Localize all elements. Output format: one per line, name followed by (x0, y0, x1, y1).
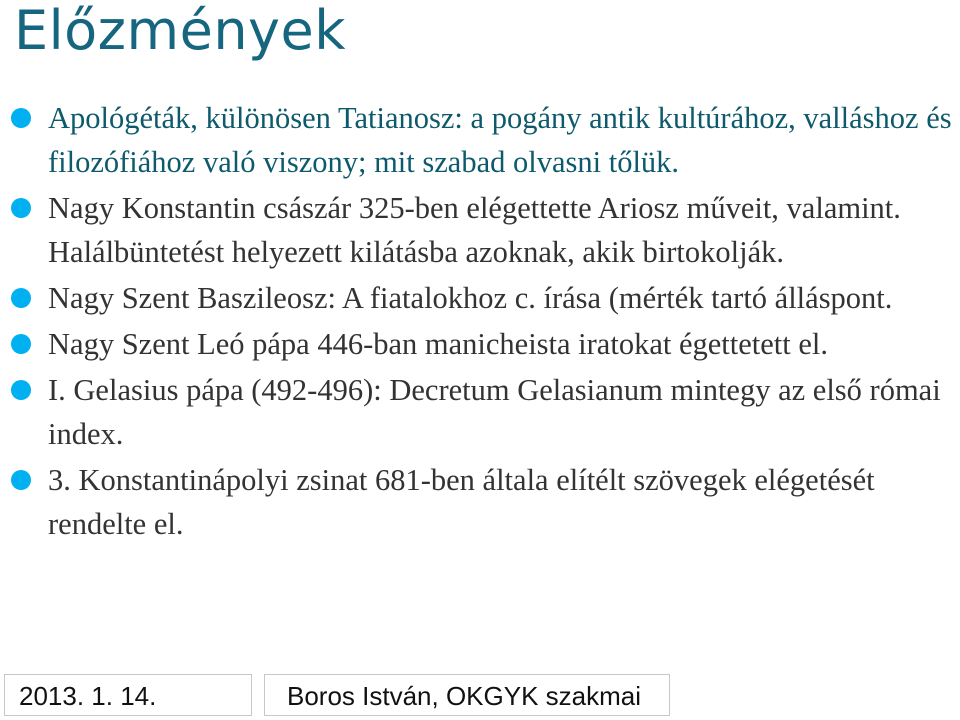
bullet-dot-icon (11, 380, 31, 400)
bullet-item (0, 96, 960, 184)
bullet-text: Nagy Szent Leó pápa 446-ban manicheista iratokat égettetett el. (48, 327, 828, 361)
bullet-item (0, 276, 960, 320)
bullet-item (0, 186, 960, 274)
bullet-item (0, 458, 960, 546)
bullet-dot-icon (11, 470, 31, 490)
bullet-text: 3. Konstantinápolyi zsinat 681-ben általa elítélt szövegek elégetését rendelte el. (48, 463, 875, 541)
bullet-item (0, 368, 960, 456)
bullet-list (0, 96, 960, 548)
bullet-item (0, 322, 960, 366)
bullet-dot-icon (11, 198, 31, 218)
bullet-text: Nagy Szent Baszileosz: A fiatalokhoz c. írása (mérték tartó álláspont. (48, 281, 893, 315)
bullet-dot-icon (11, 108, 31, 128)
bullet-text: Apológéták, különösen Tatianosz: a pogány antik kultúrához, valláshoz és filozófiához való viszony; mit szabad olvasni tőlük. (48, 101, 952, 179)
footer-date: 2013. 1. 14. (4, 674, 252, 716)
bullet-dot-icon (11, 288, 31, 308)
bullet-dot-icon (11, 334, 31, 354)
bullet-text: I. Gelasius pápa (492-496): Decretum Gelasianum mintegy az első római index. (48, 373, 941, 451)
footer-author: Boros István, OKGYK szakmai (264, 674, 670, 716)
bullet-text: Nagy Konstantin császár 325-ben elégettette Ariosz műveit, valamint. Halálbüntetést helyezett kilátásba azoknak, akik birtokolják. (48, 191, 901, 269)
slide-title: Előzmények (14, 0, 347, 62)
